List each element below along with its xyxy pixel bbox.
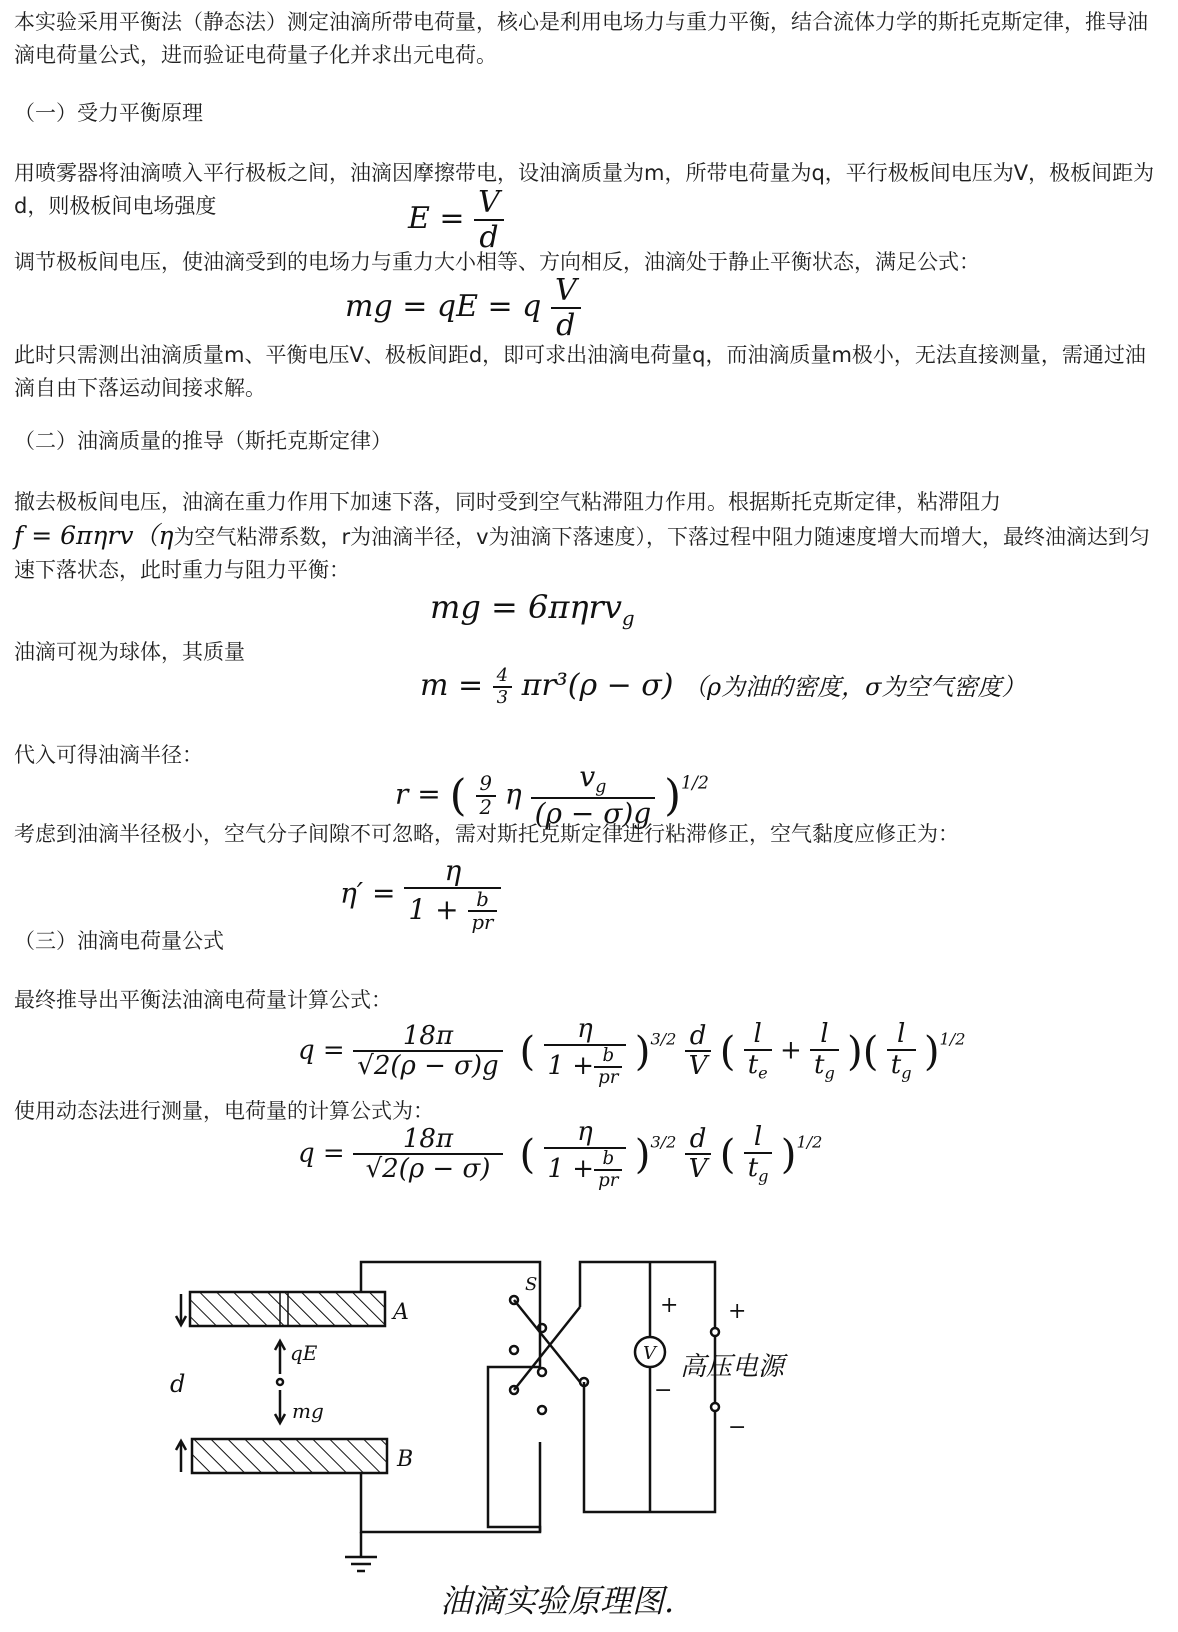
label-d: d bbox=[170, 1370, 186, 1398]
supply-negative-terminal bbox=[711, 1403, 719, 1411]
fraction-denominator: 2 bbox=[479, 795, 492, 819]
fraction-numerator: η bbox=[404, 856, 501, 889]
exponent: 3/2 bbox=[650, 1132, 677, 1152]
formula-lhs: η′ = bbox=[340, 876, 396, 910]
fraction-denominator: 3 bbox=[496, 686, 509, 708]
stokes-text-continued: 为空气粘滞系数，r为油滴半径，v为油滴下落速度），下落过程中阻力随速度增大而增大，最终油滴达到匀速下落状态，此时重力与阻力平衡： bbox=[14, 525, 1151, 582]
fraction-numerator: V bbox=[474, 186, 504, 221]
fraction-denominator: 1 + $\frac{b}{pr}$ bbox=[544, 1149, 627, 1191]
exponent: 1/2 bbox=[796, 1132, 823, 1152]
label-power-supply: 高压电源 bbox=[680, 1352, 785, 1382]
formula-charge-static: q = $\frac{18\pi}{√2(\rho - \sigma)g}$ ( η 1 + $\frac{b}{pr}$ )$^{3/2}$ $\frac{d}{V}$ ( $\frac{l}{t_e}$ + $\frac{l}{t_g}$ )( $\frac{l}{t_g}$ )$^{1/2}$ bbox=[298, 1014, 966, 1088]
formula-stokes-inline: f = 6πηrv（η bbox=[14, 521, 174, 550]
section2-heading: （二）油滴质量的推导（斯托克斯定律） bbox=[14, 429, 392, 453]
fraction-numerator: $v_g$ bbox=[531, 762, 656, 799]
fraction-numerator: l bbox=[744, 1020, 772, 1051]
fraction bbox=[810, 1020, 839, 1082]
formula-text: mg = 6πηrv bbox=[430, 588, 622, 626]
fraction bbox=[685, 1125, 712, 1184]
fraction-denominator: V bbox=[688, 1154, 708, 1185]
formula-lhs: m = bbox=[420, 667, 484, 703]
formula-gravity-drag bbox=[430, 588, 635, 630]
formula-lhs: r = bbox=[395, 777, 441, 811]
supply-plus: + bbox=[728, 1299, 747, 1324]
supply-minus: − bbox=[728, 1415, 747, 1440]
fraction-denominator: (ρ − σ)g bbox=[534, 797, 652, 831]
fraction-denominator: 1 + $\frac{b}{pr}$ bbox=[544, 1046, 627, 1088]
fraction-denominator: $t_g$ bbox=[747, 1152, 769, 1186]
exponent: 1/2 bbox=[939, 1029, 966, 1049]
section1-heading: （一）受力平衡原理 bbox=[14, 101, 203, 125]
formula-charge-dynamic: q = $\frac{18\pi}{√2(\rho - \sigma)}$ ( η 1 + $\frac{b}{pr}$ )$^{3/2}$ $\frac{d}{V}$ ( $\frac{l}{t_g}$ )$^{1/2}$ bbox=[298, 1117, 823, 1191]
exponent: 3/2 bbox=[650, 1029, 677, 1049]
fraction-numerator: l bbox=[744, 1123, 773, 1154]
diagram-caption: 油滴实验原理图. bbox=[440, 1582, 675, 1620]
fraction-denominator: $t_e$ bbox=[747, 1049, 768, 1083]
formula-radius: r = ( $\frac{9}{2}$ η $\frac{v_g}{(\rho - \sigma)g}$ )$^{1/2}$ bbox=[395, 760, 709, 831]
section2-paragraph-1 bbox=[14, 486, 1164, 587]
label-plate-b: B bbox=[397, 1447, 414, 1472]
section2-paragraph-2: 油滴可视为球体，其质量 bbox=[14, 640, 245, 664]
formula-lhs: q = bbox=[298, 1035, 345, 1066]
fraction-denominator: √2(ρ − σ) bbox=[365, 1154, 491, 1185]
section3-heading: （三）油滴电荷量公式 bbox=[14, 929, 224, 953]
intro-paragraph: 本实验采用平衡法（静态法）测定油滴所带电荷量，核心是利用电场力与重力平衡，结合流体力学的斯托克斯定律，推导油滴电荷量公式，进而验证电荷量子化并求出元电荷。 bbox=[14, 10, 1148, 67]
supply-positive-terminal bbox=[711, 1328, 719, 1336]
voltmeter-plus: + bbox=[660, 1293, 679, 1318]
formula-field-strength bbox=[408, 186, 504, 254]
formula-lhs: E = bbox=[408, 201, 465, 236]
fraction-numerator: η bbox=[544, 1118, 627, 1149]
plus-sign: + bbox=[779, 1035, 802, 1066]
section3-paragraph-1: 最终推导出平衡法油滴电荷量计算公式： bbox=[14, 988, 392, 1012]
formula-viscosity-correction bbox=[340, 856, 501, 934]
fraction-numerator: d bbox=[685, 1022, 712, 1053]
fraction-numerator: 18π bbox=[353, 1125, 503, 1156]
fraction bbox=[544, 1118, 627, 1191]
experiment-diagram bbox=[0, 1212, 1178, 1632]
fraction-denominator: V bbox=[688, 1051, 708, 1082]
exponent: 1/2 bbox=[681, 773, 709, 794]
label-mg: mg bbox=[292, 1399, 324, 1423]
stokes-text: 撤去极板间电压，油滴在重力作用下加速下落，同时受到空气粘滞阻力作用。根据斯托克斯定律，粘滞阻力 bbox=[14, 490, 1001, 514]
section1-paragraph-2: 调节极板间电压，使油滴受到的电场力与重力大小相等、方向相反，油滴处于静止平衡状态，满足公式： bbox=[14, 250, 980, 274]
fraction-numerator: 4 bbox=[493, 666, 512, 688]
fraction bbox=[744, 1020, 772, 1082]
formula-rest: πr³(ρ − σ) bbox=[521, 667, 674, 703]
formula-lhs: mg = qE = q bbox=[345, 289, 542, 324]
fraction bbox=[685, 1022, 712, 1081]
section3-paragraph-2: 使用动态法进行测量，电荷量的计算公式为： bbox=[14, 1099, 434, 1123]
label-switch: S bbox=[525, 1274, 538, 1295]
fraction bbox=[474, 186, 504, 254]
oil-droplet bbox=[277, 1379, 283, 1385]
eta-symbol: η bbox=[504, 777, 522, 811]
fraction-denominator: $t_g$ bbox=[814, 1049, 835, 1083]
fraction bbox=[476, 773, 496, 818]
fraction bbox=[551, 274, 581, 342]
fraction-numerator: η bbox=[544, 1015, 627, 1046]
plate-b bbox=[192, 1439, 387, 1473]
fraction-numerator: V bbox=[551, 274, 581, 309]
fraction bbox=[404, 856, 501, 934]
label-plate-a: A bbox=[393, 1300, 409, 1325]
formula-lhs: q = bbox=[298, 1138, 345, 1169]
section2-paragraph-3: 代入可得油滴半径： bbox=[14, 743, 203, 767]
reversing-switch bbox=[488, 1367, 540, 1532]
voltmeter-label: V bbox=[643, 1343, 656, 1364]
fraction-denominator: d bbox=[556, 308, 576, 343]
subscript: g bbox=[621, 606, 635, 630]
fraction-numerator: l bbox=[887, 1020, 916, 1051]
section2-paragraph-4: 考虑到油滴半径极小，空气分子间隙不可忽略，需对斯托克斯定律进行粘滞修正，空气黏度应修正为： bbox=[14, 822, 959, 846]
wire-plate-a bbox=[361, 1262, 540, 1367]
section1-paragraph-1: 用喷雾器将油滴喷入平行极板之间，油滴因摩擦带电，设油滴质量为m，所带电荷量为q，平行极板间电压为V，极板间距为d，则极板间电场强度 bbox=[14, 161, 1155, 218]
fraction-denominator: d bbox=[479, 220, 499, 255]
fraction bbox=[544, 1015, 627, 1088]
label-qe: qE bbox=[290, 1341, 318, 1365]
formula-balance bbox=[345, 274, 581, 342]
fraction-numerator: l bbox=[810, 1020, 839, 1051]
formula-note: （ρ为油的密度，σ为空气密度） bbox=[683, 672, 1026, 701]
fraction bbox=[887, 1020, 916, 1082]
fraction-denominator: 1 + $\frac{b}{pr}$ bbox=[404, 889, 501, 934]
section1-paragraph-3: 此时只需测出油滴质量m、平衡电压V、极板间距d，即可求出油滴电荷量q，而油滴质量m极小，无法直接测量，需通过油滴自由下落运动间接求解。 bbox=[14, 343, 1146, 400]
fraction bbox=[353, 1022, 503, 1081]
fraction-numerator: d bbox=[685, 1125, 712, 1156]
fraction-numerator: 9 bbox=[476, 773, 496, 797]
fraction-denominator: $t_g$ bbox=[890, 1049, 912, 1083]
fraction bbox=[353, 1125, 503, 1184]
voltmeter-minus: − bbox=[654, 1378, 673, 1403]
fraction bbox=[493, 666, 512, 708]
fraction-numerator: 18π bbox=[353, 1022, 503, 1053]
fraction-denominator: √2(ρ − σ)g bbox=[357, 1051, 499, 1082]
fraction bbox=[744, 1123, 773, 1185]
formula-mass bbox=[420, 666, 1026, 708]
